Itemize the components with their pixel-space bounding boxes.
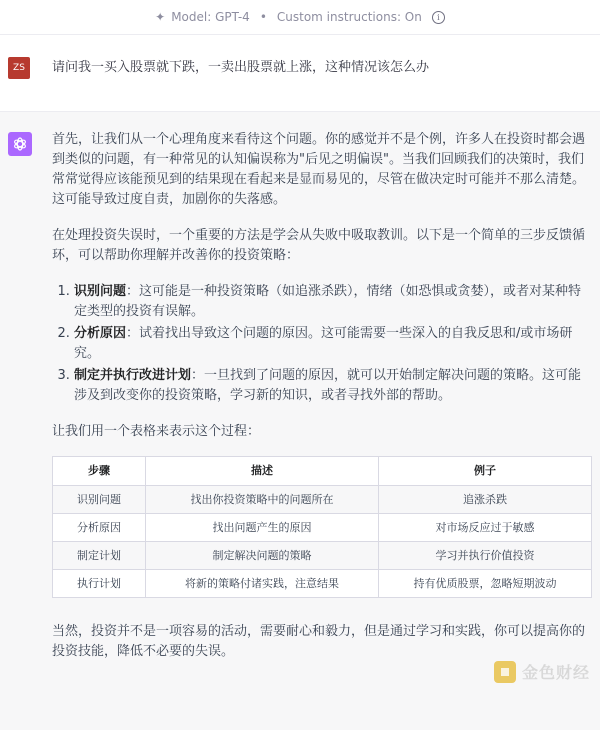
watermark xyxy=(494,660,590,683)
assistant-message-row xyxy=(0,112,600,730)
table-cell: 对市场反应过于敏感 xyxy=(379,514,592,542)
paragraph-table-intro: 让我们用一个表格来表示这个过程： xyxy=(52,424,261,439)
table-cell: 找出你投资策略中的问题所在 xyxy=(146,486,379,514)
header-step: 步骤 xyxy=(53,457,146,486)
model-label[interactable]: Model: GPT-4 xyxy=(171,10,250,24)
step-text: ：这可能是一种投资策略（如追涨杀跌），情绪（如恐惧或贪婪），或者对某种特定类型的投资有误解。 xyxy=(74,284,582,319)
table-row xyxy=(53,570,592,598)
step-title: 分析原因 xyxy=(74,326,127,341)
table-cell: 识别问题 xyxy=(53,486,146,514)
table-cell: 执行计划 xyxy=(53,570,146,598)
steps-list xyxy=(52,282,592,406)
table-row xyxy=(53,486,592,514)
table-cell: 学习并执行价值投资 xyxy=(379,542,592,570)
openai-logo-icon xyxy=(8,132,32,156)
table-cell: 制定计划 xyxy=(53,542,146,570)
paragraph-method: 在处理投资失误时，一个重要的方法是学会从失败中吸取教训。以下是一个简单的三步反馈循环，可以帮助你理解并改善你的投资策略： xyxy=(52,228,586,263)
sparkle-icon: ✦ xyxy=(155,10,166,24)
table-cell: 追涨杀跌 xyxy=(379,486,592,514)
openai-knot-icon xyxy=(12,136,28,152)
list-item xyxy=(74,324,592,364)
list-item xyxy=(74,366,592,406)
table-row xyxy=(53,514,592,542)
watermark-mark-icon xyxy=(499,666,511,678)
table-cell: 分析原因 xyxy=(53,514,146,542)
assistant-message xyxy=(52,130,592,678)
top-bar xyxy=(0,0,600,35)
separator-dot: • xyxy=(259,10,267,24)
paragraph-intro: 首先，让我们从一个心理角度来看待这个问题。你的感觉并不是个例，许多人在投资时都会遇到类似的问题，有一种常见的认知偏误称为"后见之明偏误"。当我们回顾我们的决策时，我们常常觉得应该能预见到的结果现在看起来是显而易见的，尽管在做决定时可能并不那么清楚。这可能导致过度自责，加剧你的失落感。 xyxy=(52,132,586,207)
step-text: ：试着找出导致这个问题的原因。这可能需要一些深入的自我反思和/或市场研究。 xyxy=(74,326,573,361)
watermark-text: 金色财经 xyxy=(521,663,590,682)
table-cell: 将新的策略付诸实践，注意结果 xyxy=(146,570,379,598)
header-example: 例子 xyxy=(379,457,592,486)
step-title: 制定并执行改进计划 xyxy=(74,368,192,383)
info-icon[interactable]: i xyxy=(432,11,445,24)
custom-instructions-label[interactable]: Custom instructions: On xyxy=(276,10,422,24)
paragraph-conclusion: 当然，投资并不是一项容易的活动，需要耐心和毅力，但是通过学习和实践，你可以提高你的投资技能，降低不必要的失误。 xyxy=(52,624,586,659)
header-description: 描述 xyxy=(146,457,379,486)
table-row xyxy=(53,542,592,570)
user-message-row xyxy=(0,35,600,112)
process-table xyxy=(52,456,592,598)
list-item xyxy=(74,282,592,322)
table-cell: 持有优质股票，忽略短期波动 xyxy=(379,570,592,598)
step-text: ：一旦找到了问题的原因，就可以开始制定解决问题的策略。这可能涉及到改变你的投资策略，学习新的知识，或者寻找外部的帮助。 xyxy=(74,368,582,403)
user-avatar: ZS xyxy=(8,57,30,79)
step-title: 识别问题 xyxy=(74,284,127,299)
table-cell: 找出问题产生的原因 xyxy=(146,514,379,542)
table-cell: 制定解决问题的策略 xyxy=(146,542,379,570)
watermark-logo-icon xyxy=(494,661,516,683)
table-header-row xyxy=(53,457,592,486)
user-message: 请问我一买入股票就下跌，一卖出股票就上涨，这种情况该怎么办 xyxy=(52,60,430,75)
